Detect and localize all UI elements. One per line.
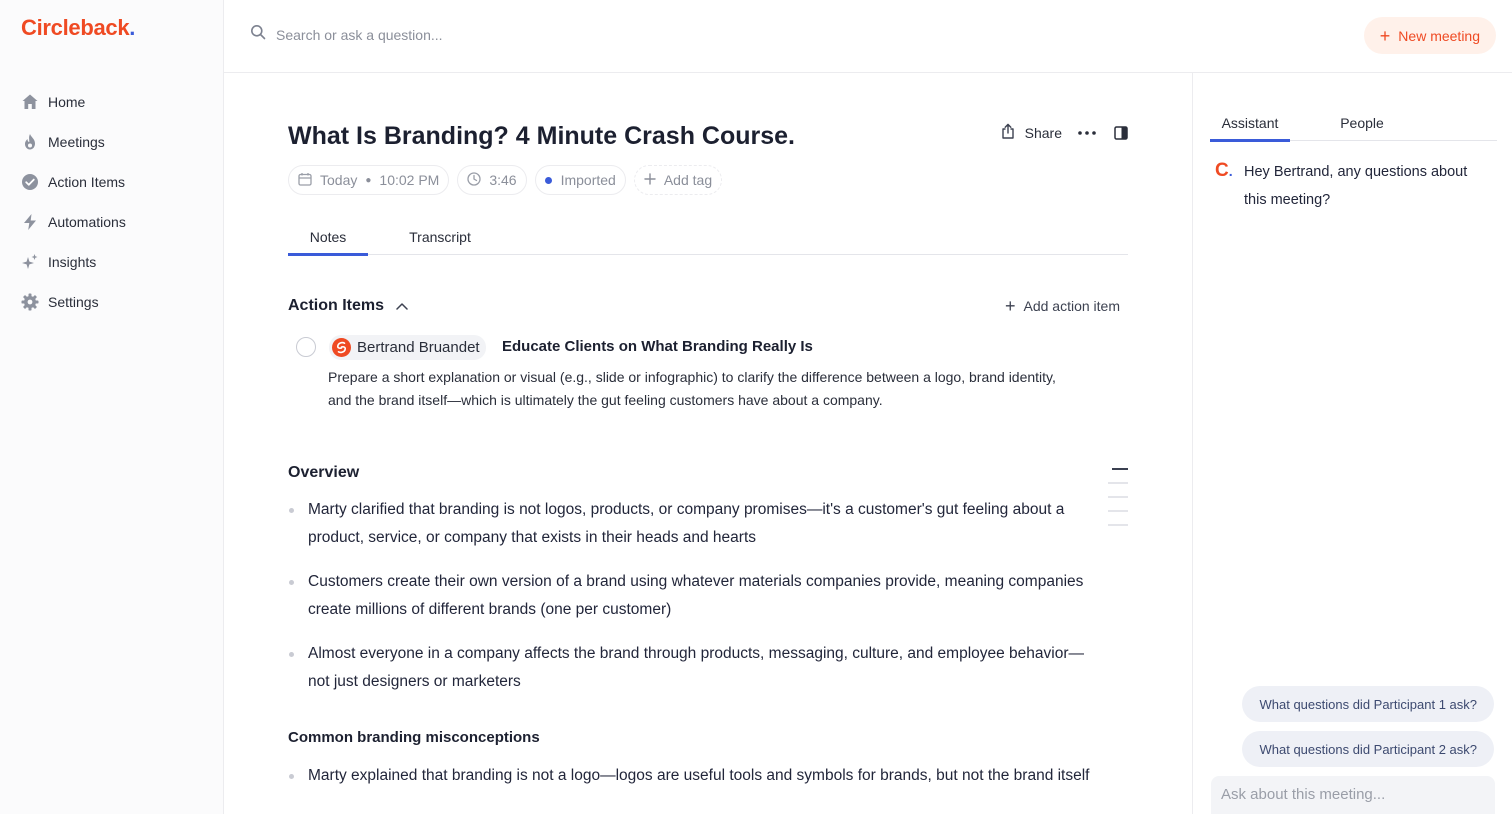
plus-icon: + [1004, 296, 1016, 316]
action-items-header [288, 297, 408, 315]
share-label: Share [1024, 124, 1062, 141]
separator-dot: ● [365, 174, 372, 186]
sidebar-item-home[interactable] [20, 82, 210, 122]
calendar-icon [298, 172, 320, 189]
plus-icon [644, 172, 664, 188]
list-item: Marty explained that branding is not a logo—logos are useful tools and symbols for brands, but not the brand itself [288, 762, 1098, 790]
outline-marker-active[interactable] [1112, 468, 1128, 470]
more-options-icon[interactable] [1078, 131, 1096, 135]
suggestion-chip[interactable]: What questions did Participant 1 ask? [1242, 686, 1494, 722]
overview-list [288, 496, 1098, 712]
gear-icon [20, 292, 40, 312]
check-circle-icon [20, 172, 40, 192]
list-item: Customers create their own version of a brand using whatever materials companies provide, meaning companies create millions of different brands (one per customer) [288, 568, 1098, 624]
ask-input[interactable] [1221, 786, 1485, 803]
new-meeting-label: New meeting [1398, 27, 1480, 44]
action-item-title[interactable]: Educate Clients on What Branding Really Is [502, 338, 813, 355]
assistant-message [1215, 158, 1485, 214]
search-input[interactable] [276, 27, 676, 43]
meeting-notes-panel [224, 73, 1192, 814]
flame-icon [20, 132, 40, 152]
outline-marker[interactable] [1108, 496, 1128, 498]
outline-marker[interactable] [1108, 524, 1128, 526]
share-icon [1001, 123, 1025, 142]
status-chip [535, 165, 626, 195]
meeting-time: 10:02 PM [379, 172, 440, 188]
tab-people[interactable]: People [1340, 115, 1384, 131]
meeting-duration: 3:46 [489, 172, 517, 188]
sidebar-item-label: Meetings [48, 134, 105, 150]
sidebar-item-label: Insights [48, 254, 97, 270]
outline-nav[interactable] [1108, 468, 1128, 538]
share-button[interactable] [1001, 123, 1062, 142]
meeting-meta [288, 165, 730, 195]
home-icon [20, 92, 40, 112]
meeting-date: Today [320, 172, 358, 188]
date-chip[interactable] [288, 165, 449, 195]
sparkles-icon [20, 252, 40, 272]
top-bar [224, 0, 1512, 73]
plus-icon: + [1379, 25, 1391, 46]
sidebar-item-label: Action Items [48, 174, 126, 190]
assistant-greeting: Hey Bertrand, any questions about this meeting? [1244, 164, 1468, 208]
meeting-title[interactable]: What Is Branding? 4 Minute Crash Course. [288, 122, 795, 150]
add-tag-label: Add tag [663, 172, 713, 188]
toggle-side-panel-icon[interactable] [1114, 126, 1128, 140]
sidebar-item-action-items[interactable] [20, 162, 210, 202]
assistant-panel [1192, 73, 1512, 814]
sidebar-item-meetings[interactable] [20, 122, 210, 162]
duration-chip [457, 165, 526, 195]
suggestion-chip[interactable]: What questions did Participant 2 ask? [1242, 731, 1494, 767]
search-bar [250, 24, 676, 45]
search-icon [250, 24, 266, 45]
misconceptions-list [288, 762, 1098, 806]
brand-dot: . [129, 15, 136, 40]
status-dot [545, 177, 552, 184]
clock-icon [467, 172, 489, 189]
tab-notes[interactable]: Notes [288, 229, 368, 256]
list-item: Almost everyone in a company affects the brand through products, messaging, culture, and employee behavior—not just designers or marketers [288, 640, 1098, 696]
tab-transcript[interactable]: Transcript [409, 229, 471, 245]
sidebar-item-label: Home [48, 94, 86, 110]
outline-marker[interactable] [1108, 482, 1128, 484]
lightning-icon [20, 212, 40, 232]
circleback-c-icon: C. [1215, 160, 1233, 181]
overview-header: Overview [288, 464, 360, 481]
sidebar-item-label: Automations [48, 214, 126, 230]
add-action-item-button[interactable] [1005, 297, 1120, 315]
sidebar-item-settings[interactable] [20, 282, 210, 322]
sidebar-item-label: Settings [48, 294, 99, 310]
brand-logo[interactable] [21, 15, 135, 41]
sidebar-nav [20, 82, 210, 322]
sidebar-item-insights[interactable] [20, 242, 210, 282]
new-meeting-button[interactable] [1364, 17, 1496, 54]
notes-tabs [288, 226, 1128, 255]
outline-marker[interactable] [1108, 510, 1128, 512]
tab-assistant[interactable]: Assistant [1210, 115, 1290, 142]
assistant-tabs [1210, 113, 1497, 141]
misconceptions-header: Common branding misconceptions [288, 729, 540, 746]
action-items-title: Action Items [288, 297, 385, 314]
assignee-name: Bertrand Bruandet [357, 339, 480, 356]
meeting-header-actions [1001, 123, 1128, 142]
add-action-item-label: Add action item [1023, 298, 1120, 314]
avatar [332, 338, 351, 357]
meeting-status: Imported [560, 172, 616, 188]
assignee-chip[interactable] [329, 335, 486, 360]
sidebar [0, 0, 224, 814]
brand-name: Circleback [21, 15, 130, 40]
ask-box [1211, 776, 1495, 814]
action-item-description: Prepare a short explanation or visual (e.g., slide or infographic) to clarify the difference between a logo, brand identity, and the brand itself—which is ultimately the gut feeling customers have about a company. [328, 369, 1056, 408]
list-item: Marty clarified that branding is not logos, products, or company promises—it's a customer's gut feeling about a product, service, or company that exists in their heads and hearts [288, 496, 1098, 552]
add-tag-button[interactable] [634, 165, 722, 195]
sidebar-item-automations[interactable] [20, 202, 210, 242]
action-item-checkbox[interactable] [296, 337, 316, 357]
chevron-up-icon[interactable] [384, 297, 408, 315]
